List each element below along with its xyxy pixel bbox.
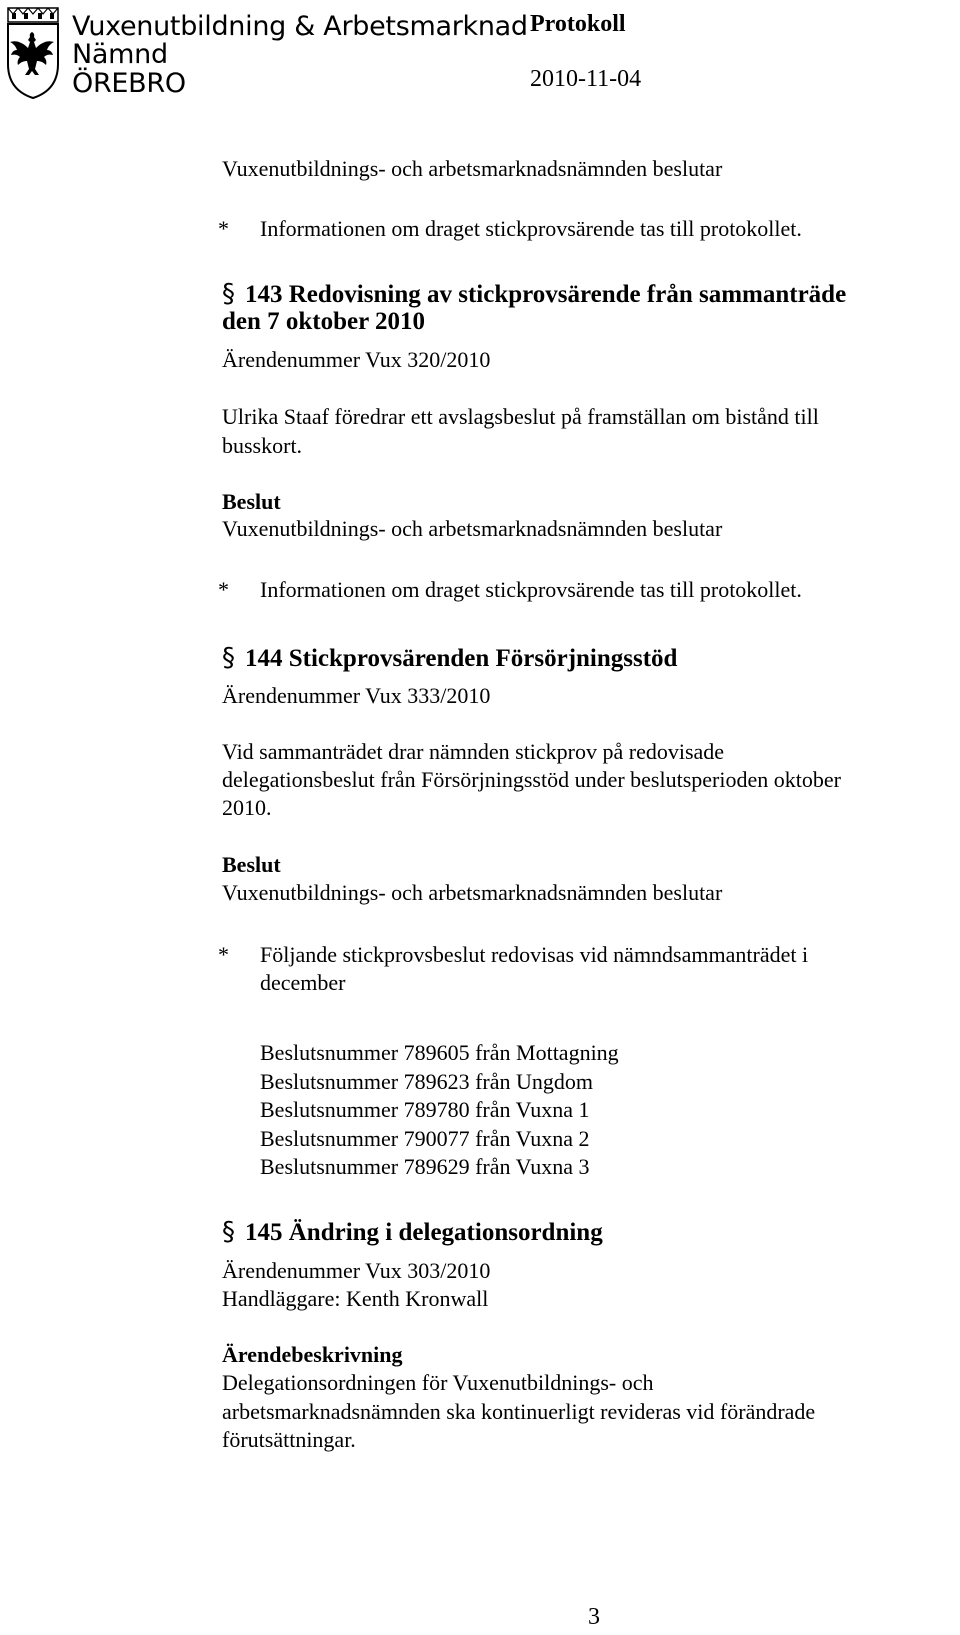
decision-bullet: Informationen om draget stickprovsärende tas till protokollet. <box>260 577 802 602</box>
decision-bullet-cont: december <box>260 970 346 995</box>
paragraph-line: 2010. <box>222 795 272 820</box>
section-sign-icon: § <box>222 643 235 673</box>
beslut-heading: Beslut <box>222 489 281 514</box>
decision-line: Vuxenutbildnings- och arbetsmarknadsnämnden beslutar <box>222 880 723 905</box>
beslut-heading: Beslut <box>222 852 281 877</box>
bullet-icon: * <box>218 942 229 967</box>
section-sign-icon: § <box>222 279 235 309</box>
section-sign-icon: § <box>222 1217 235 1247</box>
bullet-icon: * <box>218 216 229 241</box>
section-143-title: 143 Redovisning av stickprovsärende från sammanträde <box>245 281 847 308</box>
decision-list-item: Beslutsnummer 789605 från Mottagning <box>260 1040 619 1065</box>
decision-bullet: Informationen om draget stickprovsärende tas till protokollet. <box>260 216 802 241</box>
document-type: Protokoll <box>530 11 626 37</box>
decision-line: Vuxenutbildnings- och arbetsmarknadsnämnden beslutar <box>222 156 723 181</box>
decision-list-item: Beslutsnummer 789623 från Ungdom <box>260 1069 594 1094</box>
page-number: 3 <box>588 1604 600 1630</box>
decision-bullet: Följande stickprovsbeslut redovisas vid nämndsammanträdet i <box>260 942 809 967</box>
paragraph-line: busskort. <box>222 433 303 458</box>
org-name-line2: Nämnd <box>72 39 168 70</box>
paragraph-line: arbetsmarknadsnämnden ska kontinuerligt revideras vid förändrade <box>222 1399 816 1424</box>
paragraph-line: Ulrika Staaf föredrar ett avslagsbeslut på framställan om bistånd till <box>222 404 819 429</box>
section-144-title: 144 Stickprovsärenden Försörjningsstöd <box>245 645 678 672</box>
case-number: Ärendenummer Vux 320/2010 <box>222 347 491 372</box>
orebro-coat-of-arms-icon <box>4 4 62 100</box>
case-number: Ärendenummer Vux 303/2010 <box>222 1258 491 1283</box>
paragraph-line: Delegationsordningen för Vuxenutbildnings- och <box>222 1370 654 1395</box>
org-city: ÖREBRO <box>72 68 186 99</box>
handler: Handläggare: Kenth Kronwall <box>222 1286 489 1311</box>
paragraph-line: delegationsbeslut från Försörjningsstöd under beslutsperioden oktober <box>222 767 841 792</box>
decision-line: Vuxenutbildnings- och arbetsmarknadsnämnden beslutar <box>222 516 723 541</box>
paragraph-line: förutsättningar. <box>222 1427 356 1452</box>
section-145-heading <box>222 1216 603 1249</box>
description-heading: Ärendebeskrivning <box>222 1342 403 1367</box>
decision-list-item: Beslutsnummer 789629 från Vuxna 3 <box>260 1154 590 1179</box>
section-145-title: 145 Ändring i delegationsordning <box>245 1219 603 1246</box>
decision-list-item: Beslutsnummer 789780 från Vuxna 1 <box>260 1097 590 1122</box>
section-144-heading <box>222 642 677 675</box>
case-number: Ärendenummer Vux 333/2010 <box>222 683 491 708</box>
section-143-title-cont: den 7 oktober 2010 <box>222 308 426 335</box>
paragraph-line: Vid sammanträdet drar nämnden stickprov på redovisade <box>222 739 725 764</box>
org-name-line1: Vuxenutbildning & Arbetsmarknad <box>72 11 528 42</box>
bullet-icon: * <box>218 577 229 602</box>
coat-of-arms-logo <box>4 4 62 100</box>
decision-list-item: Beslutsnummer 790077 från Vuxna 2 <box>260 1126 590 1151</box>
document-date: 2010-11-04 <box>530 66 642 92</box>
